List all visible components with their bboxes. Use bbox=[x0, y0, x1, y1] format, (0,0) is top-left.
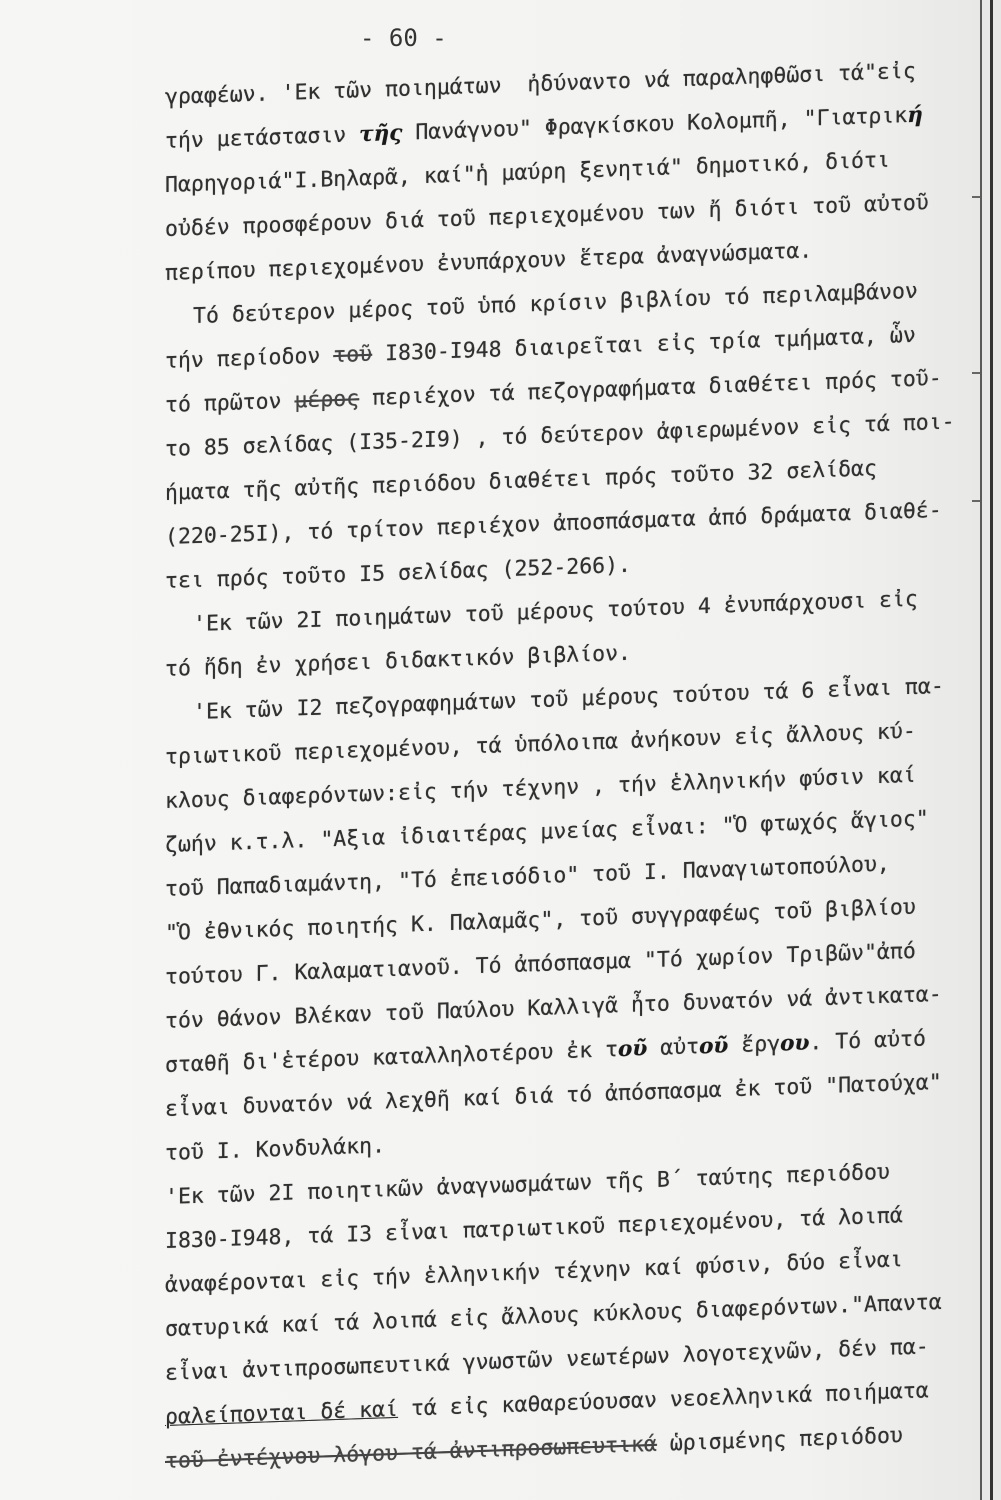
text-segment: τά εἰς καθαρεύουσαν νεοελληνικά ποιήματα bbox=[398, 1378, 929, 1422]
text-segment: τήν μετάστασιν bbox=[165, 122, 360, 154]
handwritten-correction: τῆς bbox=[359, 120, 403, 148]
page-edge-line bbox=[990, 0, 993, 1500]
text-segment: Παρηγοριά"Ι.Βηλαρᾶ, καί"ἡ μαύρη ξενητιά" δημοτικό, διότι bbox=[165, 147, 890, 198]
text-segment: (220-25I), τό τρίτον περιέχον ἀποσπάσματα ἀπό δράματα διαθέ- bbox=[165, 497, 942, 550]
text-segment: Πανάγνου" Φραγκίσκου Κολομπῆ, "Γιατρικ bbox=[402, 103, 908, 146]
margin-mark bbox=[972, 500, 980, 502]
underlined-text: ραλείπονται δέ καί bbox=[165, 1396, 398, 1430]
text-segment: 'Εκ τῶν I2 πεζογραφημάτων τοῦ μέρους τούτου τά 6 εἶναι πα- bbox=[193, 673, 944, 726]
struck-text: μέρος bbox=[294, 386, 360, 414]
handwritten-correction: ου bbox=[780, 1030, 810, 1057]
handwritten-correction: οῦ bbox=[699, 1033, 729, 1060]
typewritten-body bbox=[165, 48, 955, 1484]
text-segment: περίπου περιεχομένου ἐνυπάρχουν ἕτερα ἀναγνώσματα. bbox=[165, 238, 813, 286]
text-segment: ζωήν κ.τ.λ. "Αξια ἰδιαιτέρας μνείας εἶναι: "Ὁ φτωχός ἅγιος" bbox=[165, 806, 929, 858]
text-segment: "Ὁ ἐθνικός ποιητής Κ. Παλαμᾶς", τοῦ συγγραφέως τοῦ βιβλίου bbox=[165, 894, 916, 946]
text-segment: ὡρισμένης περιόδου bbox=[656, 1423, 903, 1457]
text-segment: γραφέων. 'Εκ τῶν ποιημάτων ἠδύναντο νά παραληφθῶσι τά"εἰς bbox=[165, 58, 916, 110]
text-segment: τήν περίοδον bbox=[165, 343, 334, 374]
text-segment: τό πρῶτον bbox=[165, 388, 295, 418]
text-segment: εἶναι δυνατόν νά λεχθῆ καί διά τό ἀπόσπασμα ἐκ τοῦ "Πατούχα" bbox=[165, 1069, 942, 1122]
text-segment: τούτου Γ. Καλαματιανοῦ. Τό ἀπόσπασμα "Τό χωρίον Τριβῶν"ἀπό bbox=[165, 938, 916, 990]
handwritten-correction: οῦ bbox=[618, 1036, 648, 1063]
struck-text: τοῦ bbox=[333, 341, 373, 369]
margin-mark bbox=[972, 196, 980, 198]
text-segment: εἶναι ἀντιπροσωπευτικά γνωστῶν νεωτέρων λογοτεχνῶν, δέν πα- bbox=[165, 1334, 929, 1386]
text-segment: τριωτικοῦ περιεχομένου, τά ὑπόλοιπα ἀνήκουν εἰς ἄλλους κύ- bbox=[165, 718, 916, 770]
text-segment: τόν θάνον Βλέκαν τοῦ Παύλου Καλλιγᾶ ἦτο δυνατόν νά ἀντικατα- bbox=[165, 981, 942, 1034]
text-segment: ἔργ bbox=[728, 1031, 781, 1059]
text-segment: ήματα τῆς αὐτῆς περιόδου διαθέτει πρός τοῦτο 32 σελίδας bbox=[165, 456, 877, 506]
text-segment: 'Εκ τῶν 2I ποιητικῶν ἀναγνωσμάτων τῆς Β΄ ταύτης περιόδου bbox=[165, 1159, 890, 1210]
handwritten-correction: ή bbox=[907, 102, 923, 129]
text-segment: τει πρός τοῦτο I5 σελίδας (252-266). bbox=[165, 552, 631, 594]
text-segment: Τό δεύτερον μέρος τοῦ ὑπό κρίσιν βιβλίου τό περιλαμβάνον bbox=[193, 278, 918, 330]
page-edge-line bbox=[980, 0, 982, 1500]
text-segment: σατυρικά καί τά λοιπά εἰς ἄλλους κύκλους διαφερόντων."Απαντα bbox=[165, 1289, 942, 1342]
text-segment: το 85 σελίδας (I35-2I9) , τό δεύτερον ἀφιερωμένον εἰς τά ποι- bbox=[165, 409, 955, 462]
margin-mark bbox=[972, 372, 980, 374]
text-segment: οὐδέν προσφέρουν διά τοῦ περιεχομένου των ἤ διότι τοῦ αὐτοῦ bbox=[165, 190, 929, 242]
struck-text: τοῦ ἐντέχνου λόγου τά ἀντιπροσωπευτικά bbox=[165, 1431, 657, 1474]
text-segment: τοῦ Ι. Κονδυλάκη. bbox=[165, 1133, 386, 1166]
text-segment: περιέχον τά πεζογραφήματα διαθέτει πρός τοῦ- bbox=[359, 365, 942, 412]
text-segment: . Τό αὐτό bbox=[809, 1026, 926, 1056]
text-segment: σταθῆ δι'ἑτέρου καταλληλοτέρου ἐκ τ bbox=[165, 1037, 619, 1078]
page-number: - 60 - bbox=[360, 24, 447, 52]
text-segment: 'Εκ τῶν 2I ποιημάτων τοῦ μέρους τούτου 4 ἐνυπάρχουσι εἰς bbox=[193, 586, 918, 638]
text-segment: I830-I948 διαιρεῖται εἰς τρία τμήματα, ὧν bbox=[372, 322, 916, 367]
text-segment: I830-I948, τά I3 εἶναι πατριωτικοῦ περιεχομένου, τά λοιπά bbox=[165, 1203, 903, 1254]
text-segment: τό ἤδη ἐν χρήσει διδακτικόν βιβλίον. bbox=[165, 640, 631, 682]
text-segment: τοῦ Παπαδιαμάντη, "Τό ἐπεισόδιο" τοῦ Ι. Παναγιωτοπούλου, bbox=[165, 851, 890, 902]
text-segment: αὐτ bbox=[647, 1034, 700, 1062]
text-segment: ἀναφέρονται εἰς τήν ἑλληνικήν τέχνην καί φύσιν, δύο εἶναι bbox=[165, 1247, 903, 1298]
text-segment: κλους διαφερόντων:εἰς τήν τέχνην , τήν ἑλληνικήν φύσιν καί bbox=[165, 762, 916, 814]
